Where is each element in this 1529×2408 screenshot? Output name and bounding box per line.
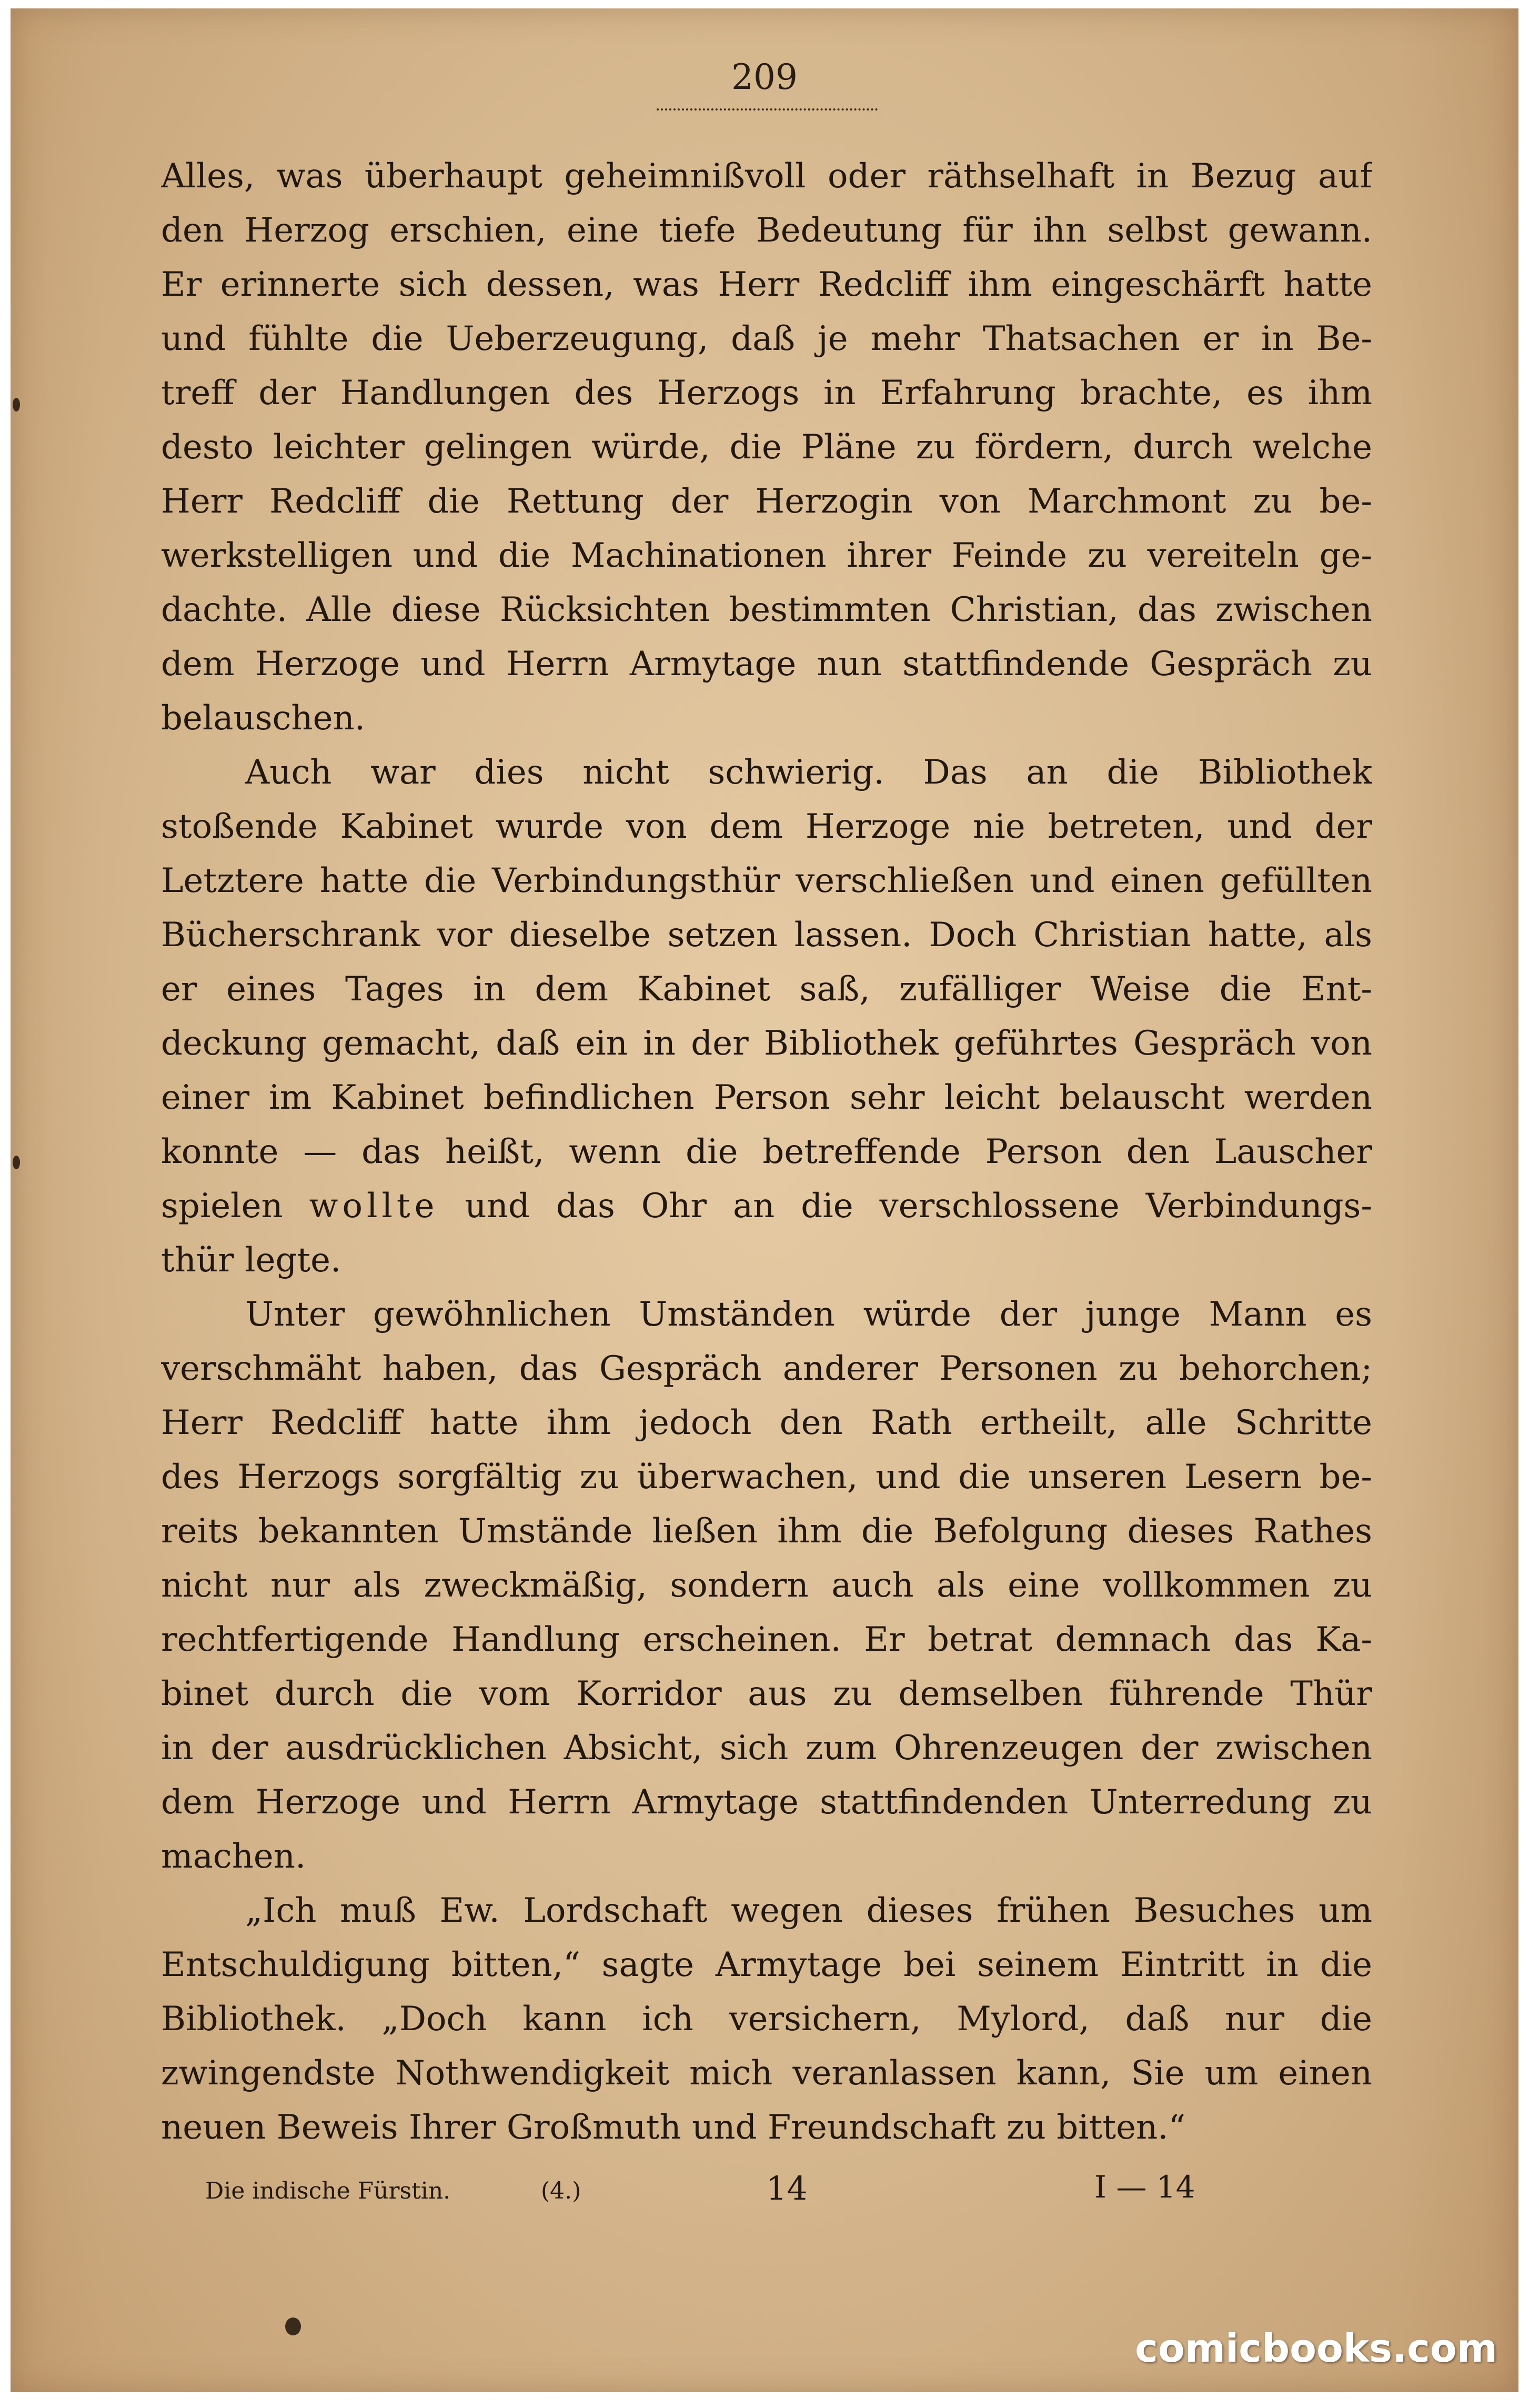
text-line: den Herzog erschien, eine tiefe Bedeutung für ihn selbst gewann. bbox=[161, 211, 1372, 250]
margin-mark bbox=[13, 398, 20, 412]
ink-spot bbox=[285, 2317, 301, 2335]
text-line: und fühlte die Ueberzeugung, daß je mehr Thatsachen er in Be- bbox=[161, 319, 1372, 358]
text-line: des Herzogs sorgfältig zu überwachen, und die unseren Lesern be- bbox=[161, 1458, 1372, 1497]
text-line: in der ausdrücklichen Absicht, sich zum Ohrenzeugen der zwischen bbox=[161, 1729, 1372, 1768]
text-line: Herr Redcliff die Rettung der Herzogin von Marchmont zu be- bbox=[161, 482, 1372, 521]
text-line: Bücherschrank vor dieselbe setzen lassen. Doch Christian hatte, als bbox=[161, 916, 1372, 955]
text-line: reits bekannten Umstände ließen ihm die Befolgung dieses Rathes bbox=[161, 1512, 1372, 1551]
watermark: comicbooks.com bbox=[1135, 2326, 1497, 2371]
text-line: Herr Redcliff hatte ihm jedoch den Rath ertheilt, alle Schritte bbox=[161, 1403, 1372, 1442]
paragraph-end-line: neuen Beweis Ihrer Großmuth und Freundschaft zu bitten.“ bbox=[161, 2108, 1186, 2147]
text-line: Er erinnerte sich dessen, was Herr Redcliff ihm eingeschärft hatte bbox=[161, 265, 1372, 304]
text-line: verschmäht haben, das Gespräch anderer Personen zu behorchen; bbox=[161, 1349, 1372, 1388]
text-line: er eines Tages in dem Kabinet saß, zufälliger Weise die Ent- bbox=[161, 970, 1372, 1009]
paragraph-start-line: Auch war dies nicht schwierig. Das an die Bibliothek bbox=[245, 753, 1372, 792]
text-line: dem Herzoge und Herrn Armytage nun stattfindende Gespräch zu bbox=[161, 645, 1372, 684]
paragraph-end-line: belauschen. bbox=[161, 699, 366, 738]
text-line: Letztere hatte die Verbindungsthür verschließen und einen gefüllten bbox=[161, 861, 1372, 900]
text-line: Entschuldigung bitten,“ sagte Armytage bei seinem Eintritt in die bbox=[161, 1945, 1372, 1984]
page-number: 209 bbox=[731, 57, 798, 97]
text-line: dachte. Alle diese Rücksichten bestimmten Christian, das zwischen bbox=[161, 590, 1372, 629]
paragraph-start-line: Unter gewöhnlichen Umständen würde der junge Mann es bbox=[245, 1295, 1372, 1334]
text-line: desto leichter gelingen würde, die Pläne zu fördern, durch welche bbox=[161, 428, 1372, 467]
margin-mark bbox=[13, 1156, 20, 1169]
book-page bbox=[11, 8, 1518, 2392]
text-line: dem Herzoge und Herrn Armytage stattfindenden Unterredung zu bbox=[161, 1783, 1372, 1822]
text-line: stoßende Kabinet wurde von dem Herzoge nie betreten, und der bbox=[161, 807, 1372, 846]
footer-volume-signature: I — 14 bbox=[1094, 2169, 1195, 2205]
text-line: werkstelligen und die Machinationen ihrer Feinde zu vereiteln ge- bbox=[161, 536, 1372, 575]
footer-sheet-number: 14 bbox=[766, 2169, 808, 2208]
footer-part-number: (4.) bbox=[541, 2178, 581, 2204]
text-line: Bibliothek. „Doch kann ich versichern, Mylord, daß nur die bbox=[161, 2000, 1372, 2039]
text-line: zwingendste Nothwendigkeit mich veranlassen kann, Sie um einen bbox=[161, 2054, 1372, 2093]
text-line: Alles, was überhaupt geheimnißvoll oder räthselhaft in Bezug auf bbox=[161, 157, 1372, 196]
emphasized-word: wollte bbox=[309, 1187, 439, 1226]
footer-book-title: Die indische Fürstin. bbox=[205, 2178, 451, 2204]
text-line: treff der Handlungen des Herzogs in Erfahrung brachte, es ihm bbox=[161, 374, 1372, 413]
text-line: einer im Kabinet befindlichen Person sehr leicht belauscht werden bbox=[161, 1078, 1372, 1117]
ornamental-rule bbox=[657, 108, 878, 111]
text-line: konnte — das heißt, wenn die betreffende Person den Lauscher bbox=[161, 1132, 1372, 1171]
paragraph-start-line: „Ich muß Ew. Lordschaft wegen dieses frühen Besuches um bbox=[245, 1891, 1372, 1930]
paragraph-end-line: thür legte. bbox=[161, 1241, 341, 1280]
text-line: binet durch die vom Korridor aus zu demselben führende Thür bbox=[161, 1674, 1372, 1713]
text-line: spielen wollte und das Ohr an die verschlossene Verbindungs- bbox=[161, 1187, 1372, 1226]
text-line: deckung gemacht, daß ein in der Bibliothek geführtes Gespräch von bbox=[161, 1024, 1372, 1063]
text-line: nicht nur als zweckmäßig, sondern auch als eine vollkommen zu bbox=[161, 1566, 1372, 1605]
text-line: rechtfertigende Handlung erscheinen. Er betrat demnach das Ka- bbox=[161, 1620, 1372, 1659]
paragraph-end-line: machen. bbox=[161, 1837, 306, 1876]
body-text bbox=[161, 149, 1372, 2149]
